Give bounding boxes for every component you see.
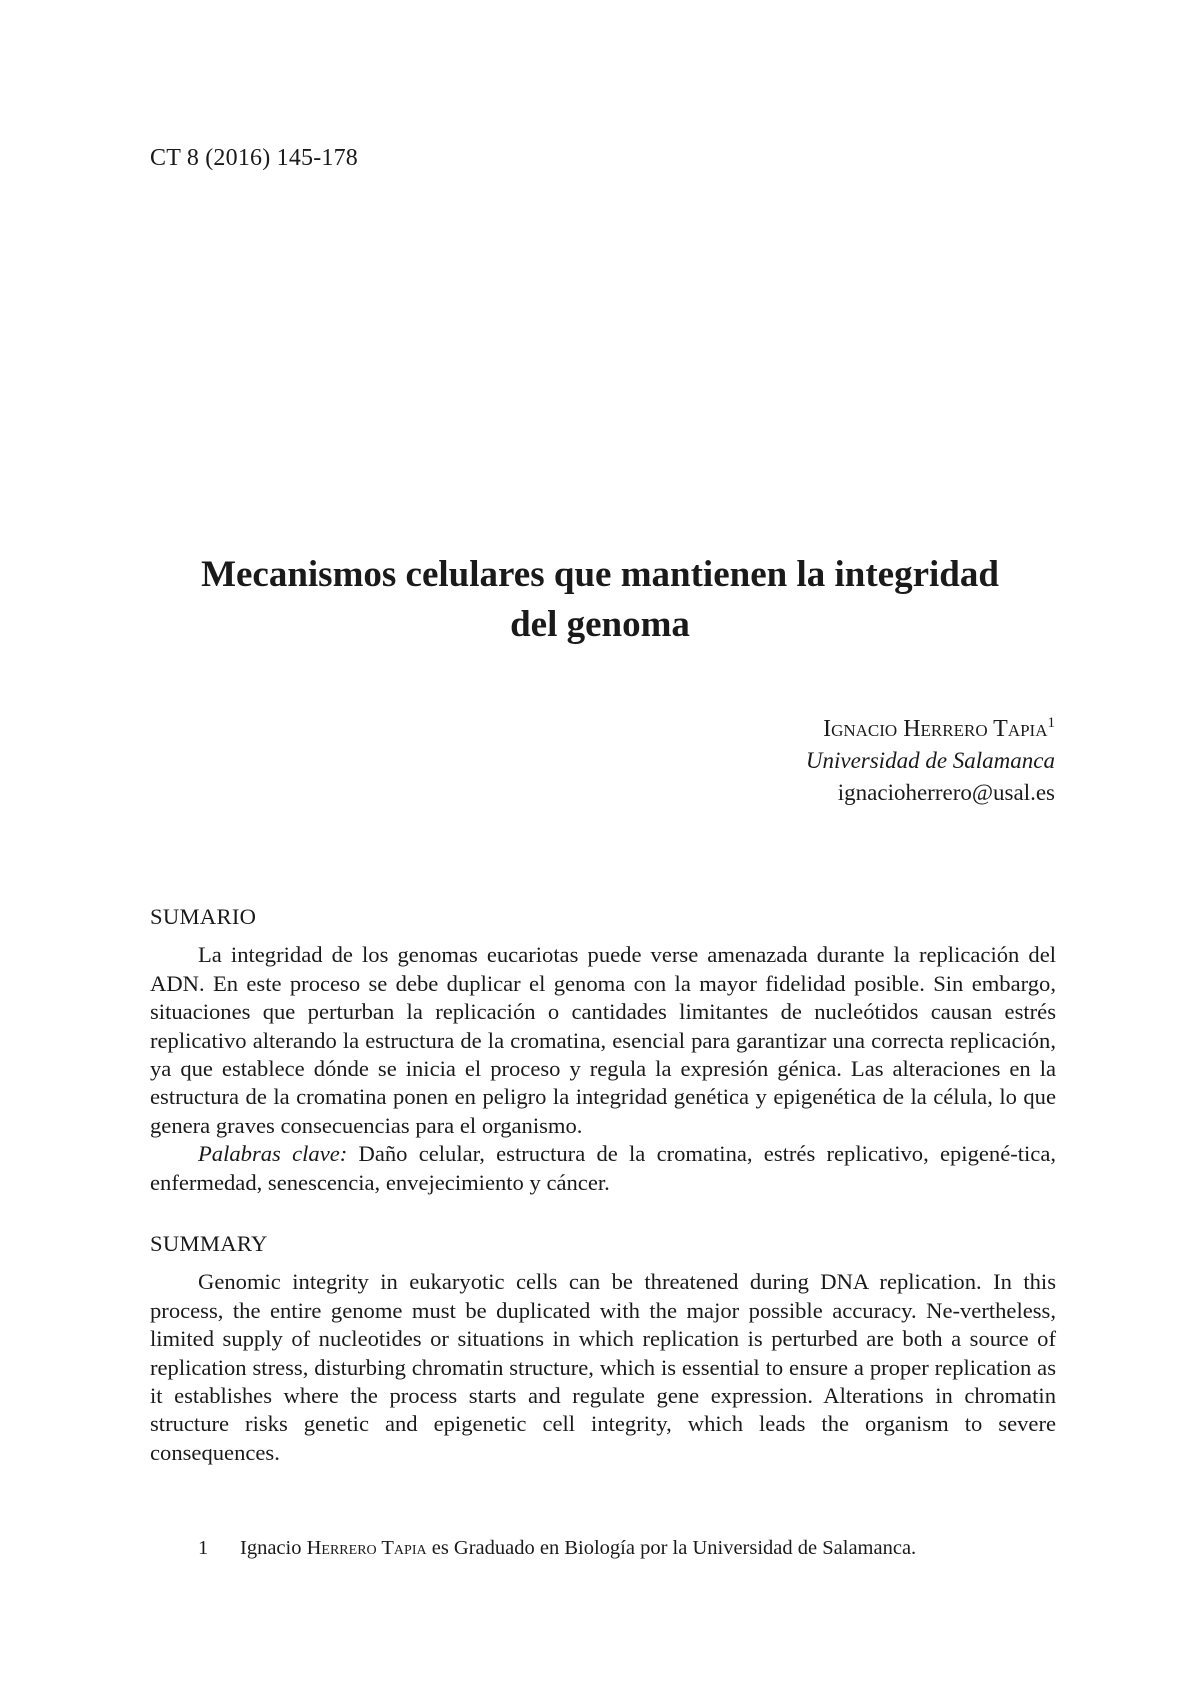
author-email[interactable]: ignacioherrero@usal.es <box>837 780 1055 805</box>
keywords-label: Palabras clave: <box>198 1141 348 1167</box>
title-line-1: Mecanismos celulares que mantienen la integridad <box>201 554 999 595</box>
author-block <box>806 713 1055 809</box>
author-name <box>806 713 1055 745</box>
summary-section <box>150 1230 1056 1467</box>
author-affiliation: Universidad de Salamanca <box>805 748 1055 773</box>
footnote-number: 1 <box>198 1537 209 1559</box>
sumario-abstract: La integridad de los genomas eucariotas puede verse amenazada durante la replicación del ADN. En este proceso se debe duplicar el genoma con la mayor fidelidad posible. Sin embargo, situaciones que perturban la replicación o cantidades limitantes de nucleótidos causan estrés replicativo alterando la estructura de la cromatina, esencial para garantizar una correcta replicación, ya que establece dónde se inicia el proceso y regula la expresión génica. Las alteraciones en la estructura de la cromatina ponen en peligro la integridad genética y epigenética de la célula, lo que genera graves consecuencias para el organismo. <box>150 942 1056 1138</box>
sumario-heading: SUMARIO <box>150 904 257 929</box>
footnote-text-before: Ignacio <box>240 1537 302 1559</box>
keywords-paragraph <box>150 1140 1056 1197</box>
author-footnote-marker[interactable]: 1 <box>1047 715 1055 731</box>
sumario-section <box>150 903 1056 1197</box>
running-head: CT 8 (2016) 145-178 <box>150 145 359 171</box>
article-title <box>120 550 1080 650</box>
footnote-text-after: es Graduado en Biología por la Universidad de Salamanca. <box>431 1537 917 1559</box>
summary-heading: SUMMARY <box>150 1231 268 1256</box>
footnote-surname: Herrero Tapia <box>306 1537 427 1559</box>
title-line-2: del genoma <box>510 604 690 645</box>
keywords-text: Daño celular, estructura de la cromatina, estrés replicativo, epigené-tica, enfermedad, senescencia, envejecimiento y cáncer. <box>150 1141 1057 1195</box>
author-name-text: Ignacio Herrero Tapia <box>823 716 1048 742</box>
footnote <box>198 1535 1058 1561</box>
summary-abstract: Genomic integrity in eukaryotic cells can be threatened during DNA replication. In this process, the entire genome must be duplicated with the major possible accuracy. Ne-vertheless, limited supply of nucleotides or situations in which replication is perturbed are both a source of replication stress, disturbing chromatin structure, which is essential to ensure a proper replication as it establishes where the process starts and regulate gene expression. Alterations in chromatin structure risks genetic and epigenetic cell integrity, which leads the organism to severe consequences. <box>150 1269 1056 1465</box>
